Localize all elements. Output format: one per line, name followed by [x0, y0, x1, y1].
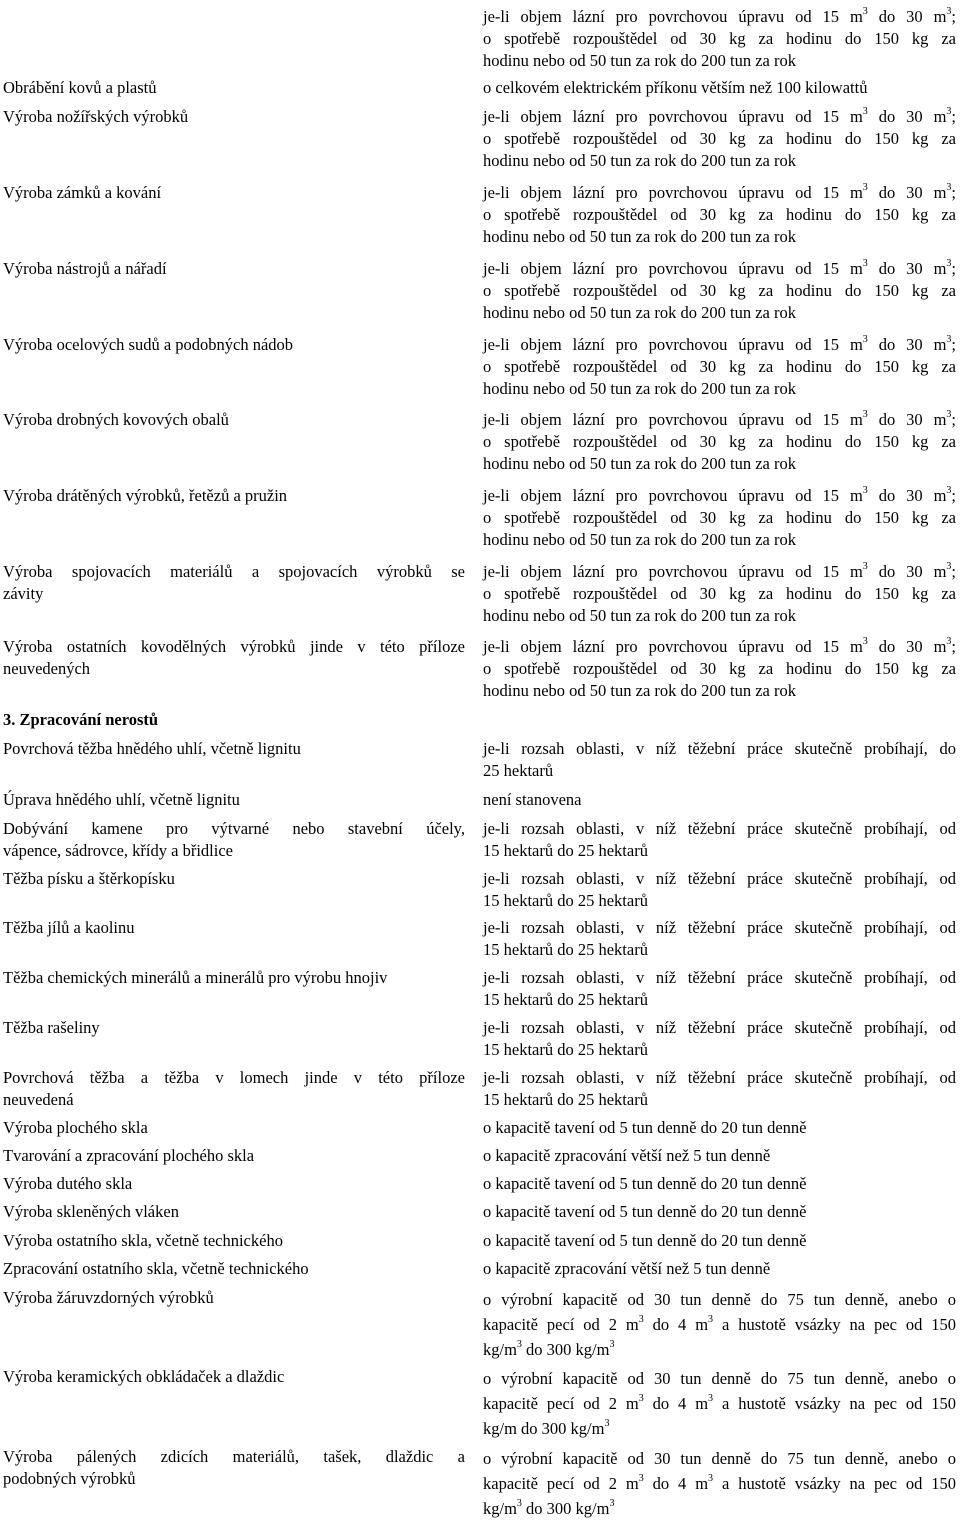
- threshold-cell: je-li rozsah oblasti, v níž těžební práce skutečně probíhají, do 25 hektarů: [483, 739, 956, 780]
- threshold-cell: o kapacitě tavení od 5 tun denně do 20 tun denně: [483, 1118, 807, 1137]
- activity-cell: Výroba pálených zdicích materiálů, tašek, dlaždic a podobných výrobků: [3, 1447, 465, 1488]
- threshold-cell: je-li objem lázní pro povrchovou úpravu od 15 $m^3$ do 30 $m^3$; o spotřebě rozpouštědel od 30 kg za hodinu do 150 kg za hodinu nebo od 50 tun za rok do 200 tun za rok: [483, 484, 956, 549]
- activity-cell: Výroba ocelových sudů a podobných nádob: [3, 335, 294, 354]
- threshold-cell: je-li objem lázní pro povrchovou úpravu od 15 $m^3$ do 30 $m^3$; o spotřebě rozpouštědel od 30 kg za hodinu do 150 kg za hodinu nebo od 50 tun za rok do 200 tun za rok: [483, 635, 956, 700]
- threshold-cell: je-li objem lázní pro povrchovou úpravu od 15 $m^3$ do 30 $m^3$; o spotřebě rozpouštědel od 30 kg za hodinu do 150 kg za hodinu nebo od 50 tun za rok do 200 tun za rok: [483, 408, 956, 473]
- threshold-cell: o výrobní kapacitě od 30 tun denně do 75 tun denně, anebo o kapacitě pecí od 2 $m^3$ do 4 $m^3$ a hustotě vsázky na pec od 150 $kg/m^3$ do 300 $kg/m^3$: [483, 1449, 956, 1518]
- threshold-cell: o celkovém elektrickém příkonu větším než 100 kilowattů: [483, 78, 868, 97]
- threshold-cell: o kapacitě zpracování větší než 5 tun denně: [483, 1259, 771, 1278]
- threshold-cell: o kapacitě tavení od 5 tun denně do 20 tun denně: [483, 1174, 807, 1193]
- activity-cell: Výroba nástrojů a nářadí: [3, 259, 167, 278]
- activity-cell: Těžba písku a štěrkopísku: [3, 869, 175, 888]
- activity-cell: Výroba drátěných výrobků, řetězů a pružin: [3, 486, 288, 505]
- threshold-cell: o kapacitě tavení od 5 tun denně do 20 tun denně: [483, 1231, 807, 1250]
- activity-cell: Výroba keramických obkládaček a dlaždic: [3, 1367, 285, 1386]
- threshold-cell: je-li rozsah oblasti, v níž těžební práce skutečně probíhají, od 15 hektarů do 25 hektarů: [483, 1068, 956, 1109]
- threshold-cell: je-li rozsah oblasti, v níž těžební práce skutečně probíhají, od 15 hektarů do 25 hektarů: [483, 1018, 956, 1059]
- threshold-cell: je-li rozsah oblasti, v níž těžební práce skutečně probíhají, od 15 hektarů do 25 hektarů: [483, 918, 956, 959]
- activity-cell: Těžba rašeliny: [3, 1018, 100, 1037]
- section-heading: 3. Zpracování nerostů: [3, 710, 159, 729]
- activity-cell: Výroba spojovacích materiálů a spojovacích výrobků se závity: [3, 562, 465, 603]
- threshold-cell: je-li rozsah oblasti, v níž těžební práce skutečně probíhají, od 15 hektarů do 25 hektarů: [483, 819, 956, 860]
- threshold-cell: je-li objem lázní pro povrchovou úpravu od 15 $m^3$ do 30 $m^3$; o spotřebě rozpouštědel od 30 kg za hodinu do 150 kg za hodinu nebo od 50 tun za rok do 200 tun za rok: [483, 105, 956, 170]
- activity-cell: Těžba chemických minerálů a minerálů pro výrobu hnojiv: [3, 968, 388, 987]
- activity-cell: Obrábění kovů a plastů: [3, 78, 157, 97]
- threshold-cell: je-li objem lázní pro povrchovou úpravu od 15 $m^3$ do 30 $m^3$; o spotřebě rozpouštědel od 30 kg za hodinu do 150 kg za hodinu nebo od 50 tun za rok do 200 tun za rok: [483, 257, 956, 322]
- threshold-cell: je-li objem lázní pro povrchovou úpravu od 15 $m^3$ do 30 $m^3$; o spotřebě rozpouštědel od 30 kg za hodinu do 150 kg za hodinu nebo od 50 tun za rok do 200 tun za rok: [483, 181, 956, 246]
- activity-cell: Výroba ostatního skla, včetně technického: [3, 1231, 283, 1250]
- activity-cell: Výroba ostatních kovodělných výrobků jinde v této příloze neuvedených: [3, 637, 465, 678]
- activity-cell: Těžba jílů a kaolinu: [3, 918, 135, 937]
- activity-cell: Výroba dutého skla: [3, 1174, 133, 1193]
- threshold-cell: o kapacitě tavení od 5 tun denně do 20 tun denně: [483, 1202, 807, 1221]
- activity-cell: Výroba skleněných vláken: [3, 1202, 179, 1221]
- activity-cell: Povrchová těžba hnědého uhlí, včetně lignitu: [3, 739, 301, 758]
- activity-cell: Zpracování ostatního skla, včetně technického: [3, 1259, 309, 1278]
- activity-cell: Výroba nožířských výrobků: [3, 107, 189, 126]
- threshold-cell: je-li objem lázní pro povrchovou úpravu od 15 $m^3$ do 30 $m^3$; o spotřebě rozpouštědel od 30 kg za hodinu do 150 kg za hodinu nebo od 50 tun za rok do 200 tun za rok: [483, 5, 956, 70]
- threshold-cell: o výrobní kapacitě od 30 tun denně do 75 tun denně, anebo o kapacitě pecí od 2 $m^3$ do 4 $m^3$ a hustotě vsázky na pec od 150 $kg/m^3$ do 300 $kg/m^3$: [483, 1290, 956, 1359]
- activity-cell: Výroba plochého skla: [3, 1118, 148, 1137]
- activity-cell: Výroba drobných kovových obalů: [3, 410, 229, 429]
- threshold-cell: je-li rozsah oblasti, v níž těžební práce skutečně probíhají, od 15 hektarů do 25 hektarů: [483, 869, 956, 910]
- threshold-cell: není stanovena: [483, 790, 582, 809]
- activity-cell: Tvarování a zpracování plochého skla: [3, 1146, 255, 1165]
- threshold-cell: o kapacitě zpracování větší než 5 tun denně: [483, 1146, 771, 1165]
- activity-cell: Výroba zámků a kování: [3, 183, 162, 202]
- activity-cell: Dobývání kamene pro výtvarné nebo stavební účely, vápence, sádrovce, křídy a břidlice: [3, 819, 465, 860]
- threshold-cell: je-li rozsah oblasti, v níž těžební práce skutečně probíhají, od 15 hektarů do 25 hektarů: [483, 968, 956, 1009]
- activity-cell: Výroba žáruvzdorných výrobků: [3, 1288, 214, 1307]
- activity-cell: Úprava hnědého uhlí, včetně lignitu: [3, 790, 240, 809]
- threshold-cell: o výrobní kapacitě od 30 tun denně do 75 tun denně, anebo o kapacitě pecí od 2 $m^3$ do 4 $m^3$ a hustotě vsázky na pec od 150 kg/m do 300 $kg/m^3$: [483, 1369, 956, 1438]
- activity-cell: Povrchová těžba a těžba v lomech jinde v této příloze neuvedená: [3, 1068, 465, 1109]
- threshold-cell: je-li objem lázní pro povrchovou úpravu od 15 $m^3$ do 30 $m^3$; o spotřebě rozpouštědel od 30 kg za hodinu do 150 kg za hodinu nebo od 50 tun za rok do 200 tun za rok: [483, 560, 956, 625]
- threshold-cell: je-li objem lázní pro povrchovou úpravu od 15 $m^3$ do 30 $m^3$; o spotřebě rozpouštědel od 30 kg za hodinu do 150 kg za hodinu nebo od 50 tun za rok do 200 tun za rok: [483, 333, 956, 398]
